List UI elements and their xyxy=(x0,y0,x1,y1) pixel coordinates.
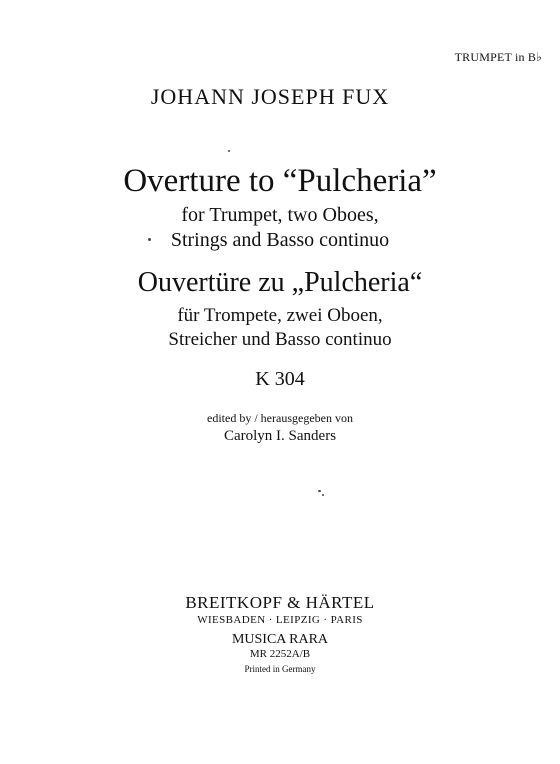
scoring-english-line2: Strings and Basso continuo xyxy=(170,229,390,251)
publisher-imprint: MUSICA RARA xyxy=(231,632,329,647)
scan-speck xyxy=(228,150,230,152)
scoring-german-line1: für Trompete, zwei Oboen, xyxy=(177,305,383,326)
scoring-german-line2: Streicher und Basso continuo xyxy=(168,329,392,350)
publisher-cities: WIESBADEN · LEIPZIG · PARIS xyxy=(197,614,363,626)
publisher-name: BREITKOPF & HÄRTEL xyxy=(185,593,375,612)
title-german: Ouvertüre zu „Pulcheria“ xyxy=(137,267,423,298)
edited-by-label: edited by / herausgegeben von xyxy=(207,411,353,425)
editor-name: Carolyn I. Sanders xyxy=(223,428,337,444)
scan-speck xyxy=(148,238,151,241)
catalogue-number: K 304 xyxy=(255,368,305,390)
scoring-english-line1: for Trumpet, two Oboes, xyxy=(181,204,379,226)
composer-name: JOHANN JOSEPH FUX xyxy=(150,84,390,109)
printed-in-label: Printed in Germany xyxy=(244,664,316,674)
title-english: Overture to “Pulcheria” xyxy=(123,163,437,199)
publisher-catalog-number: MR 2252A/B xyxy=(249,648,311,660)
instrument-label: TRUMPET in B♭ xyxy=(454,50,542,64)
scan-speck xyxy=(318,490,321,492)
scan-speck xyxy=(322,494,324,496)
